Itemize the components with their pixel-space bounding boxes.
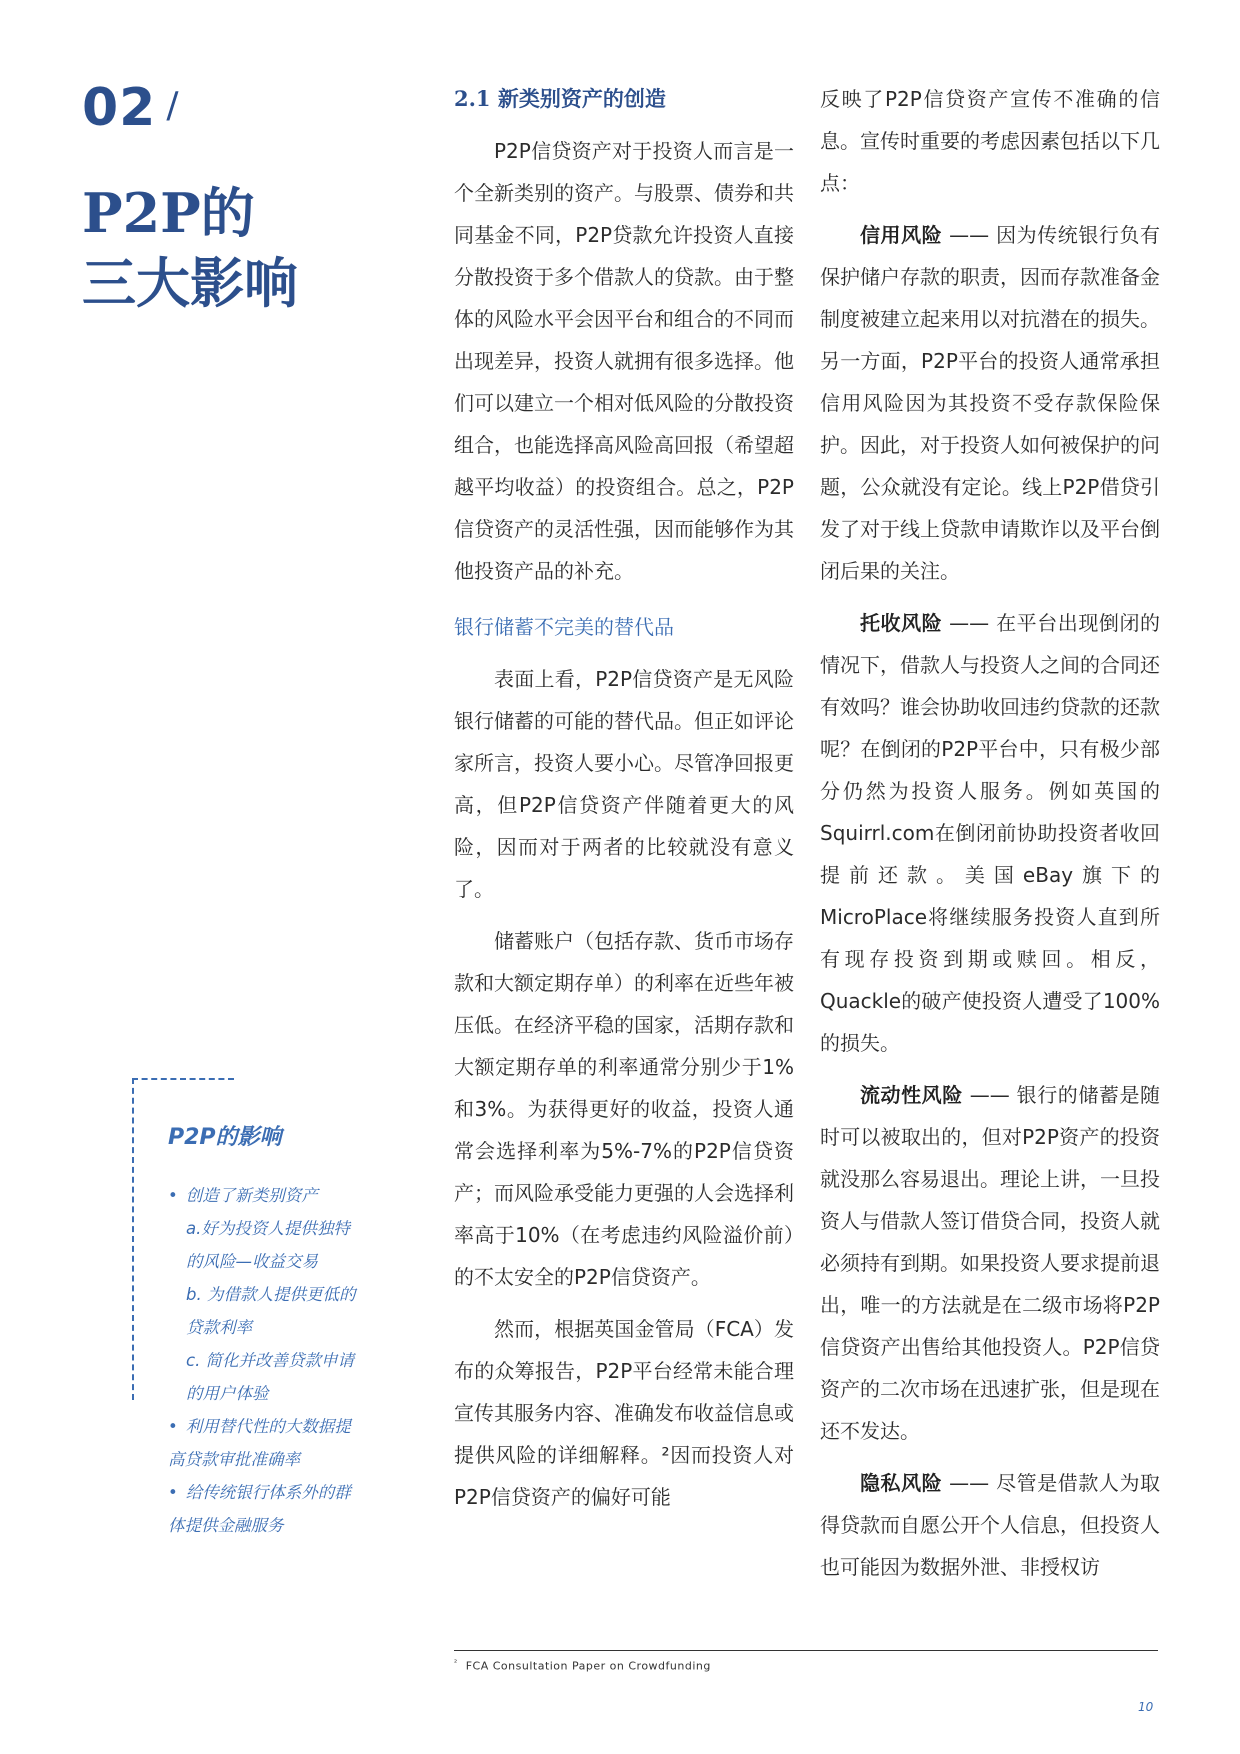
- custody-risk-keyword: 托收风险: [860, 611, 943, 635]
- chapter-title-line1: P2P的: [82, 181, 255, 245]
- sidebar-item: • 创造了新类别资产: [168, 1186, 318, 1205]
- privacy-risk-paragraph: 隐私风险 —— 尽管是借款人为取得贷款而自愿公开个人信息，但投资人也可能因为数据外泄、非授权访: [820, 1471, 1161, 1579]
- sidebar-item: 的风险—收益交易: [186, 1252, 318, 1271]
- liquidity-risk-paragraph: 流动性风险 —— 银行的储蓄是随时可以被取出的，但对P2P资产的投资就没那么容易退出。理论上讲，一旦投资人与借款人签订借贷合同，投资人就必须持有到期。如果投资人要求提前退出，唯一的方法就是在二级市场将P2P信贷资产出售给其他投资人。P2P信贷资产的二次市场在迅速扩张，但是现在还不发达。: [820, 1083, 1161, 1443]
- footnote: $^{^2}$ FCA Consultation Paper on Crowdfunding: [454, 1658, 711, 1673]
- sidebar-summary: [168, 1120, 398, 1542]
- text-column-right: [820, 78, 1180, 1588]
- text-column-left: [454, 78, 794, 1518]
- sidebar-item: • 利用替代性的大数据提: [168, 1417, 351, 1436]
- paragraph: 储蓄账户（包括存款、货币市场存款和大额定期存单）的利率在近些年被压低。在经济平稳的国家，活期存款和大额定期存单的利率通常分别少于1%和3%。为获得更好的收益，投资人通常会选择利率为5%-7%的P2P信贷资产；而风险承受能力更强的人会选择利率高于10%（在考虑违约风险溢价前）的不太安全的P2P信贷资产。: [454, 929, 794, 1289]
- sidebar-item: • 给传统银行体系外的群: [168, 1483, 351, 1502]
- paragraph: 表面上看，P2P信贷资产是无风险银行储蓄的可能的替代品。但正如评论家所言，投资人要小心。尽管净回报更高，但P2P信贷资产伴随着更大的风险，因而对于两者的比较就没有意义了。: [454, 667, 794, 901]
- credit-risk-paragraph: 信用风险 —— 因为传统银行负有保护储户存款的职责，因而存款准备金制度被建立起来用以对抗潜在的损失。另一方面，P2P平台的投资人通常承担信用风险因为其投资不受存款保险保护。因此，对于投资人如何被保护的问题，公众就没有定论。线上P2P借贷引发了对于线上贷款申请欺诈以及平台倒闭后果的关注。: [820, 223, 1161, 583]
- sidebar-item: 体提供金融服务: [168, 1516, 284, 1535]
- paragraph: 反映了P2P信贷资产宣传不准确的信息。宣传时重要的考虑因素包括以下几点：: [820, 87, 1160, 195]
- paragraph: 然而，根据英国金管局（FCA）发布的众筹报告，P2P平台经常未能合理宣传其服务内容、准确发布收益信息或提供风险的详细解释。²因而投资人对P2P信贷资产的偏好可能: [454, 1317, 794, 1509]
- sidebar-item: 的用户体验: [186, 1384, 269, 1403]
- paragraph: P2P信贷资产对于投资人而言是一个全新类别的资产。与股票、债券和共同基金不同，P2P贷款允许投资人直接分散投资于多个借款人的贷款。由于整体的风险水平会因平台和组合的不同而出现差异，投资人就拥有很多选择。他们可以建立一个相对低风险的分散投资组合，也能选择高风险高回报（希望超越平均收益）的投资组合。总之，P2P信贷资产的灵活性强，因而能够作为其他投资产品的补充。: [454, 139, 794, 583]
- sidebar-title: P2P的影响: [168, 1125, 282, 1150]
- subsection-title: 银行储蓄不完美的替代品: [454, 615, 674, 639]
- sidebar-item: b. 为借款人提供更低的: [186, 1285, 356, 1304]
- sidebar-item: a.好为投资人提供独特: [186, 1219, 350, 1238]
- credit-risk-keyword: 信用风险: [860, 223, 943, 247]
- sidebar-item: 贷款利率: [186, 1318, 252, 1337]
- chapter-number: 02 /: [82, 78, 180, 138]
- liquidity-risk-keyword: 流动性风险: [860, 1083, 963, 1107]
- chapter-title: [82, 178, 298, 318]
- chapter-title-line2: 三大影响: [82, 251, 298, 315]
- chapter-slash: /: [166, 85, 180, 126]
- sidebar-item: c. 简化并改善贷款申请: [186, 1351, 355, 1370]
- privacy-risk-keyword: 隐私风险: [860, 1471, 943, 1495]
- sidebar-item: 高贷款审批准确率: [168, 1450, 300, 1469]
- section-title: 2.1 新类别资产的创造: [454, 86, 666, 111]
- custody-risk-paragraph: 托收风险 —— 在平台出现倒闭的情况下，借款人与投资人之间的合同还有效吗？谁会协助收回违约贷款的还款呢？在倒闭的P2P平台中，只有极少部分仍然为投资人服务。例如英国的Squirrl.com在倒闭前协助投资者收回提前还款。美国eBay旗下的 MicroPlace将继续服务投资人直到所有现存投资到期或赎回。相反，Quackle的破产使投资人遭受了100%的损失。: [820, 611, 1180, 1055]
- page-number: 10: [1138, 1700, 1154, 1714]
- footnote-divider: [454, 1650, 1158, 1651]
